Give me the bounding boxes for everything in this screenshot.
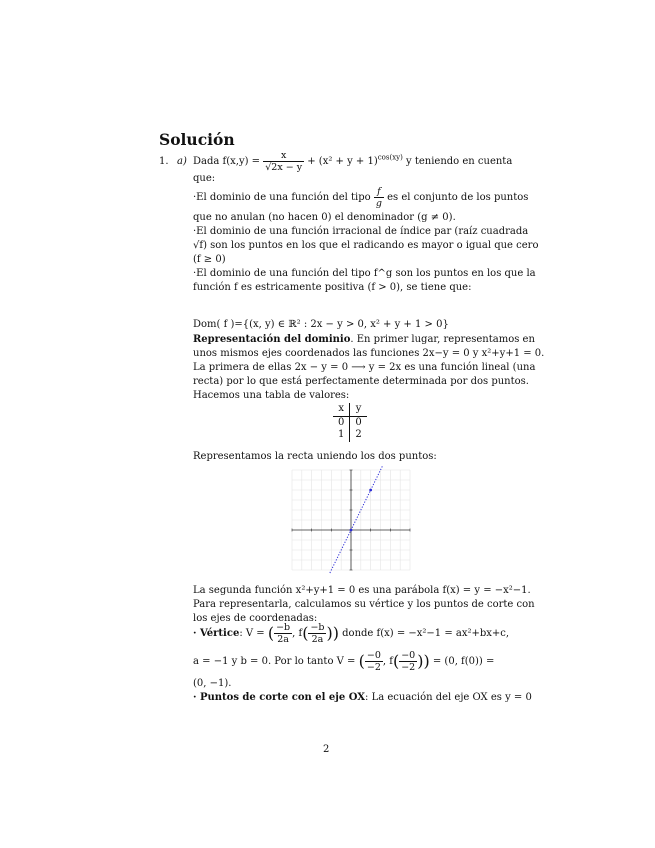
parabola-line1: La segunda función x²+y+1 = 0 es una parábola f(x) = y = −x²−1. [193,585,531,596]
vertex-f2-num: −b [310,622,325,633]
table-cell: 0 [333,416,350,429]
vertex-g2-num: −0 [401,650,416,661]
vertex-l2-post: = (0, f(0)) = [429,656,495,667]
cuts-label: · Puntos de corte con el eje OX [193,692,366,703]
values-table-wrap [333,403,367,442]
item-number: 1. [159,156,169,167]
table-header-y: y [350,403,367,416]
domain-formula: Dom( f )={(x, y) ∈ ℝ² : 2x − y > 0, x² + y + 1 > 0} [193,319,449,330]
representation-line1 [193,333,535,348]
p1-line2: que no anulan (no hacen 0) el denominador (g ≠ 0). [193,212,456,223]
representation-line2: unos mismos ejes coordenados las funciones 2x−y = 0 y x²+y+1 = 0. [193,348,545,359]
vertex-pre: : V = [239,628,268,639]
p2-line3: (f ≥ 0) [193,254,226,265]
table-cell: 0 [355,416,362,428]
subitem-label: a) [177,156,187,167]
given-frac-den: √2x − y [265,162,303,173]
given-function [193,150,512,173]
vertex-g2-den: −2 [401,662,416,673]
given-frac-num: x [263,150,304,162]
vertex-g1-den: −2 [366,662,381,673]
vertex-frac1 [274,622,292,645]
values-table [333,403,367,442]
vertex-f1-num: −b [276,622,291,633]
given-fraction [263,150,304,173]
given-exponent: cos(xy) [377,153,403,162]
table-cell: 2 [355,429,362,440]
p2-line2: √f) son los puntos en los que el radicando es mayor o igual que cero [193,240,539,251]
given-line2: que: [193,173,216,184]
section-title: Solución [159,130,235,149]
cuts-rest: : La ecuación del eje OX es y = 0 [365,692,532,703]
vertex-post: donde f(x) = −x²−1 = ax²+bx+c, [338,628,510,639]
p1-b: es el conjunto de los puntos [387,192,529,203]
given-pre: Dada f(x,y) = [193,156,264,167]
vertex-f1-den: 2a [277,634,289,645]
represent-line: Representamos la recta uniendo los dos puntos: [193,451,437,462]
data-point [350,529,353,532]
vertex-g1-num: −0 [366,650,381,661]
p3-line1: ·El dominio de una función del tipo f^g son los puntos en los que la [193,268,536,279]
vertex-line1: · Vértice: V = ( $\frac{-b}{2a}$ , f( $\frac{-b}{2a}$ )) donde f(x) = −x²−1 = ax²+bx+c, [193,622,510,645]
p1-frac-den: g [375,198,382,209]
vertex-line3: (0, −1). [193,678,232,689]
parabola-line3: los ejes de coordenadas: [193,613,318,624]
vertex-f2-den: 2a [311,634,324,645]
representation-line1-rest: . En primer lugar, representamos en [350,334,535,345]
parabola-line2: Para representarla, calculamos su vértice y los puntos de corte con [193,599,535,610]
table-cell: 1 [333,429,350,442]
paragraph-quotient-domain [193,186,528,209]
data-point [369,489,372,492]
vertex-mid: , f [292,628,303,639]
p3-line2: función f es estricamente positiva (f > 0), se tiene que: [193,282,472,293]
vertex-frac3 [365,650,383,673]
vertex-label: · Vértice [193,628,240,639]
p2-line1: ·El dominio de una función irracional de índice par (raíz cuadrada [193,226,529,237]
representation-line4: recta) por lo que está perfectamente determinada por dos puntos. [193,376,529,387]
line-chart [288,466,414,574]
p1-a: ·El dominio de una función del tipo [193,192,371,203]
table-header-x: x [333,403,350,416]
representation-line3: La primera de ellas 2x − y = 0 ⟶ y = 2x es una función lineal (una [193,362,536,373]
page-number: 2 [323,744,330,755]
vertex-l2-pre: a = −1 y b = 0. Por lo tanto V = [193,656,359,667]
given-post: + (x² + y + 1) [304,156,378,167]
p1-frac-num: f [374,186,384,198]
representation-heading: Representación del dominio [193,334,351,345]
cuts-line [193,691,532,706]
representation-line5: Hacemos una tabla de valores: [193,390,350,401]
p1-fraction [374,186,384,209]
given-tail: y teniendo en cuenta [402,156,513,167]
vertex-frac2 [308,622,326,645]
vertex-frac4 [399,650,417,673]
vertex-line2: a = −1 y b = 0. Por lo tanto V = ( $\frac{-0}{-2}$ , f( $\frac{-0}{-2}$ )) = (0, f(0)) = [193,650,495,673]
vertex-g-mid: , f [382,656,393,667]
